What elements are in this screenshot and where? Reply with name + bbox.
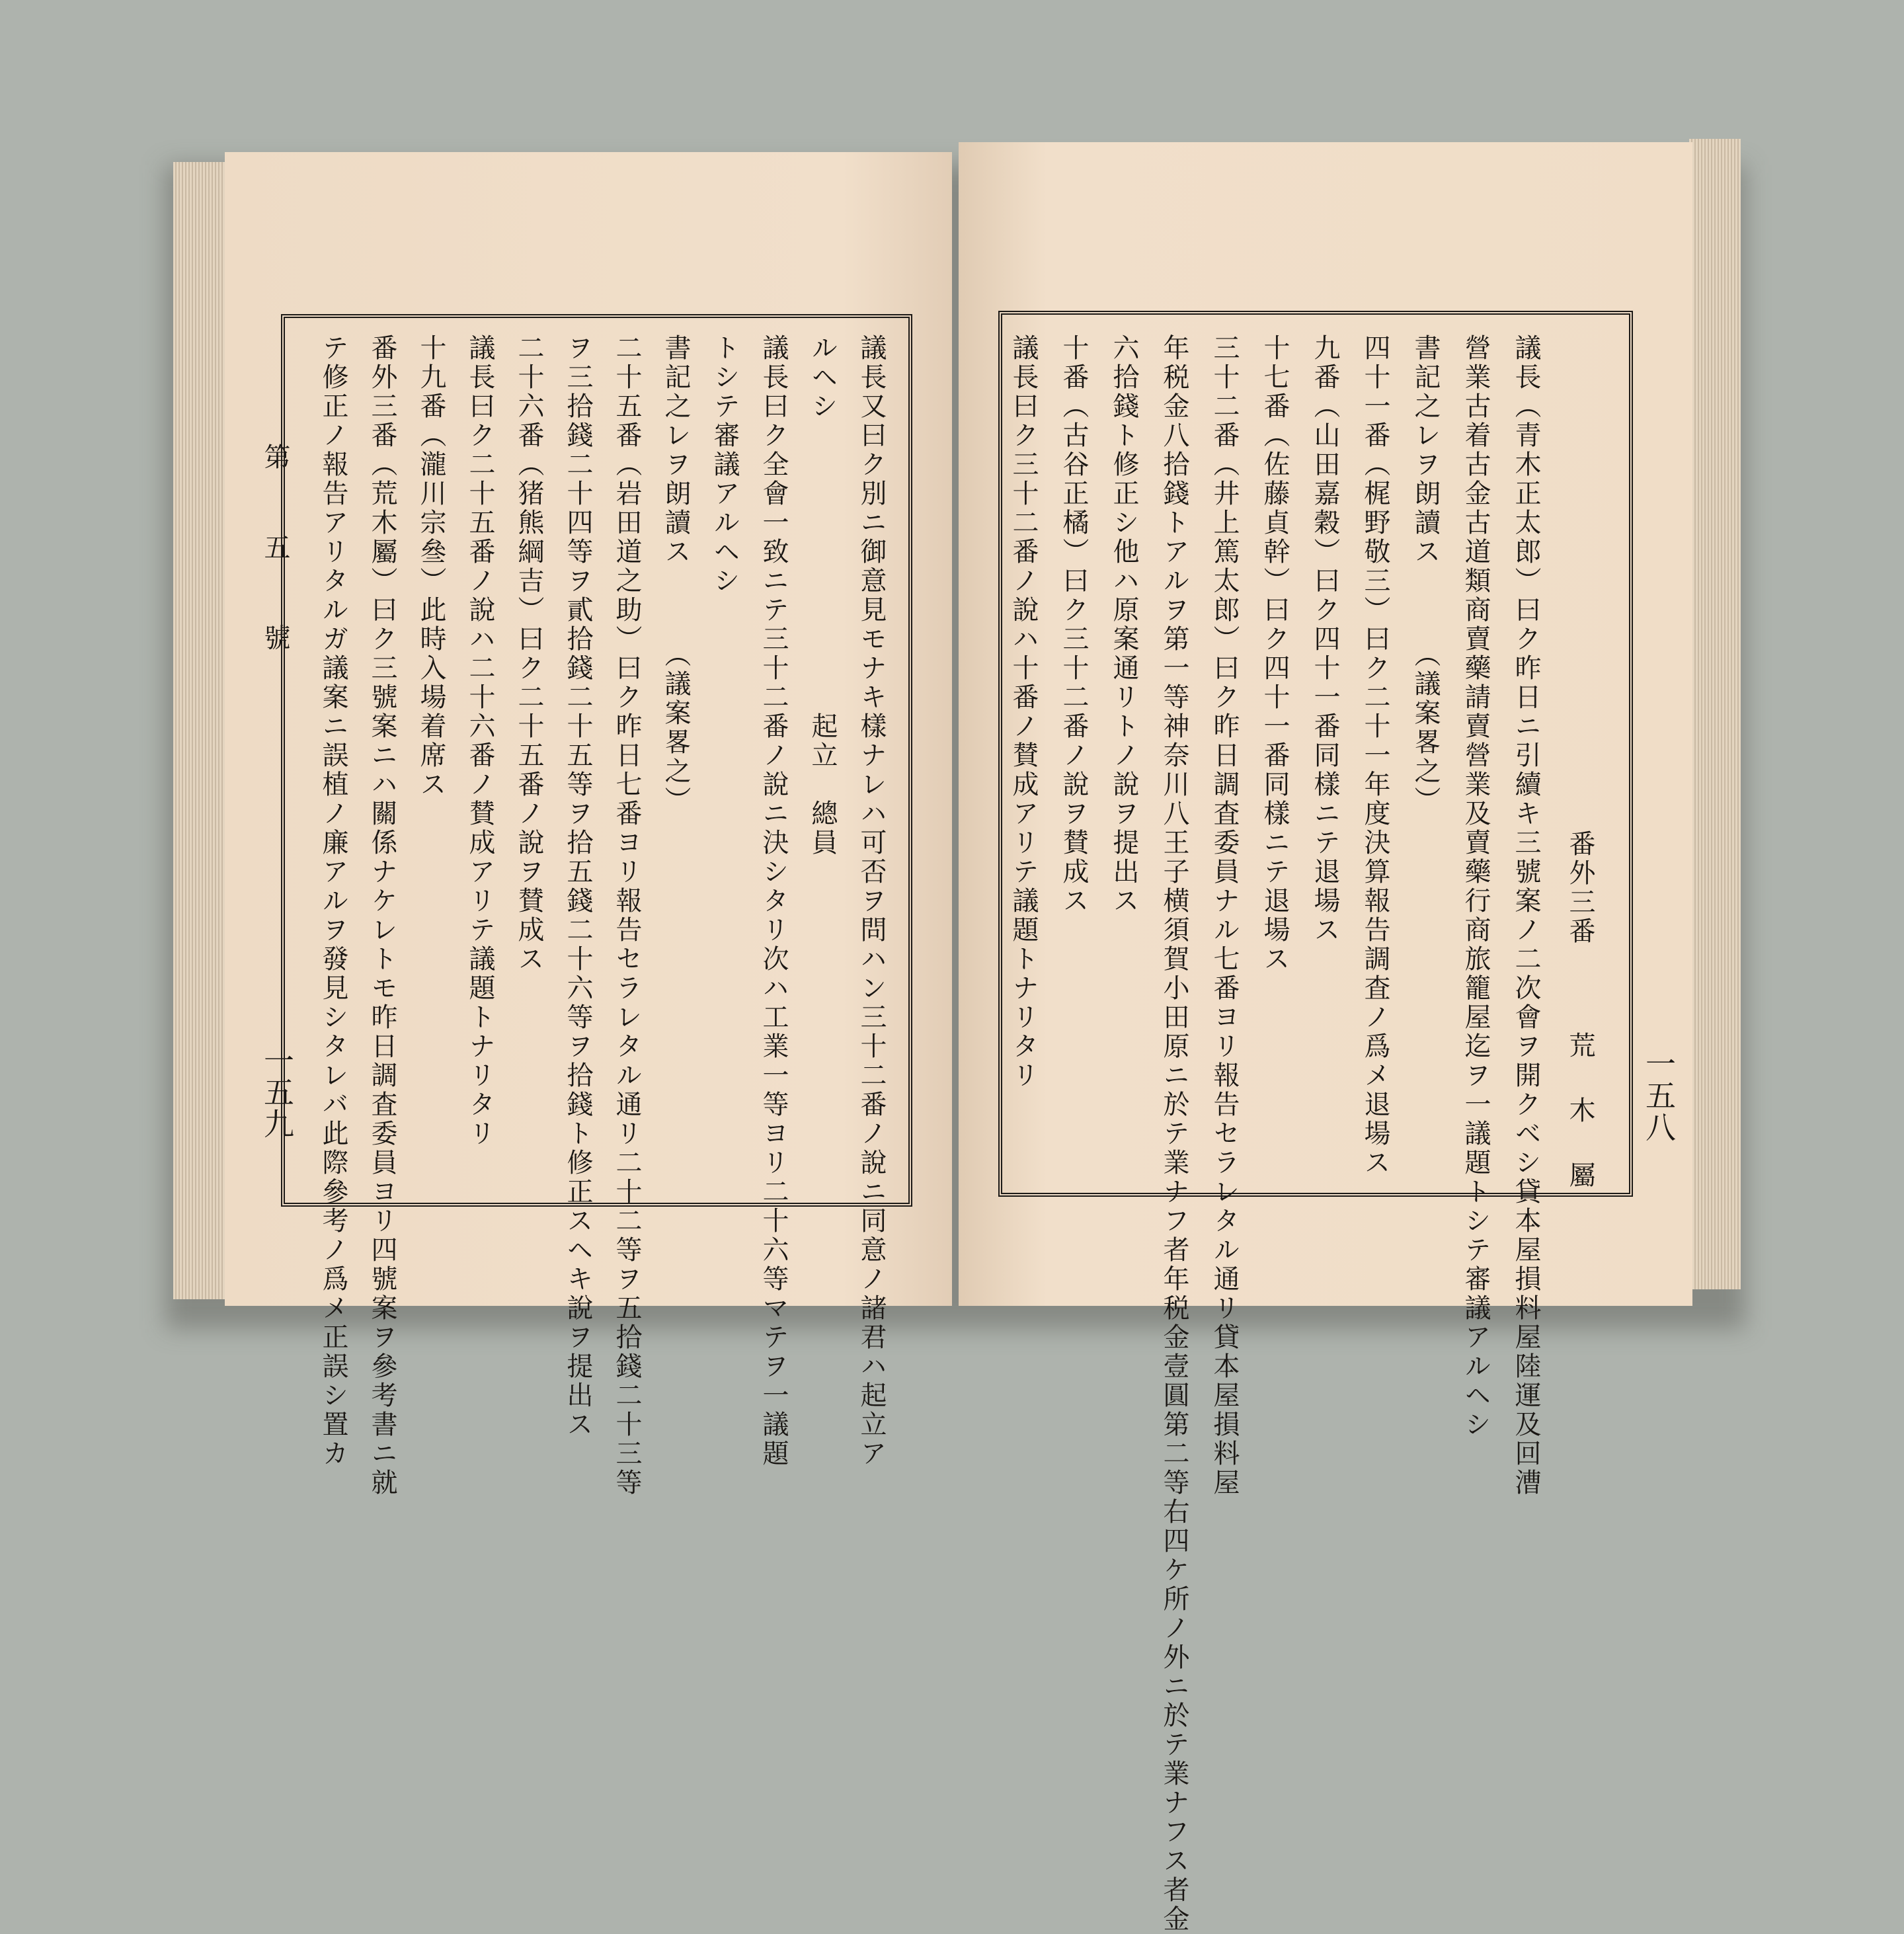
text-line: テ修正ノ報告アリタルガ議案ニ誤植ノ廉アルヲ發見シタレバ此際參考ノ爲メ正誤シ置カ xyxy=(318,334,348,1469)
text-line: ヲ三拾錢二十四等ヲ貳拾錢二十五等ヲ拾五錢二十六等ヲ拾錢ト修正スヘキ說ヲ提出ス xyxy=(563,334,593,1439)
attendance-name: 荒木屬 xyxy=(1565,1031,1595,1226)
text-line: 年税金八拾錢トアルヲ第一等神奈川八王子横須賀小田原ニ於テ業ナフ者年税金壹圓第二等右四ケ所ノ外ニ於テ業ナフス者金 xyxy=(1159,334,1189,1934)
text-line: 三十二番（井上篤太郎）曰ク昨日調査委員ナル七番ヨリ報告セラレタル通リ貸本屋損料屋 xyxy=(1209,334,1240,1498)
text-line: トシテ審議アルヘシ xyxy=(709,334,740,596)
text-line: 十番（古谷正橘）曰ク三十二番ノ說ヲ賛成ス xyxy=(1058,334,1089,916)
left-page-edges xyxy=(173,162,226,1299)
page-number-left: 一五九 xyxy=(259,1045,295,1140)
text-line: 十七番（佐藤貞幹）曰ク四十一番同樣ニテ退場ス xyxy=(1259,334,1290,974)
attendance-role: 番外三番 xyxy=(1565,830,1595,946)
text-line: 議長又曰ク別ニ御意見モナキ樣ナレハ可否ヲ問ハン三十二番ノ說ニ同意ノ諸君ハ起立ア xyxy=(856,334,887,1469)
text-line: 九番（山田嘉穀）曰ク四十一番同樣ニテ退場ス xyxy=(1310,334,1340,945)
text-line: ルヘシ 起立 總員 xyxy=(807,334,838,858)
text-line: 營業古着古金古道類商賣藥請賣營業及賣藥行商旅籠屋迄ヲ一議題トシテ審議アルヘシ xyxy=(1460,334,1491,1439)
text-line: 十九番（瀧川宗叄）此時入場着席ス xyxy=(416,334,446,799)
text-line: 書記之レヲ朗讀ス （議案畧之） xyxy=(1410,334,1441,815)
text-line: 二十五番（岩田道之助）曰ク昨日七番ヨリ報告セラレタル通リ二十二等ヲ五拾錢二十三等 xyxy=(612,334,642,1498)
text-line: 議長曰ク全會一致ニテ三十二番ノ說ニ決シタリ次ハ工業一等ヨリ二十六等マテヲ一議題 xyxy=(758,334,789,1469)
text-line: 書記之レヲ朗讀ス （議案畧之） xyxy=(660,334,691,815)
text-line: 四十一番（梶野敬三）曰ク二十一年度決算報告調査ノ爲メ退場ス xyxy=(1360,334,1390,1178)
text-line: 議長（青木正太郎）曰ク昨日ニ引續キ三號案ノ二次會ヲ開クベシ貸本屋損料屋陸運及回漕 xyxy=(1511,334,1541,1498)
issue-header: 第 五 號 xyxy=(260,443,290,678)
text-line: 議長曰ク三十二番ノ說ハ十番ノ賛成アリテ議題トナリタリ xyxy=(1008,334,1039,1090)
text-line: 六拾錢ト修正シ他ハ原案通リトノ說ヲ提出ス xyxy=(1109,334,1139,916)
text-line: 二十六番（猪熊綱吉）曰ク二十五番ノ說ヲ賛成ス xyxy=(514,334,544,974)
page-number-right: 一五八 xyxy=(1641,1048,1677,1143)
text-line: 番外三番（荒木屬）曰ク三號案ニハ關係ナケレトモ昨日調査委員ヨリ四號案ヲ參考書ニ就 xyxy=(367,334,397,1498)
text-line: 議長曰ク二十五番ノ說ハ二十六番ノ賛成アリテ議題トナリタリ xyxy=(465,334,495,1148)
right-page-edges xyxy=(1689,139,1741,1289)
